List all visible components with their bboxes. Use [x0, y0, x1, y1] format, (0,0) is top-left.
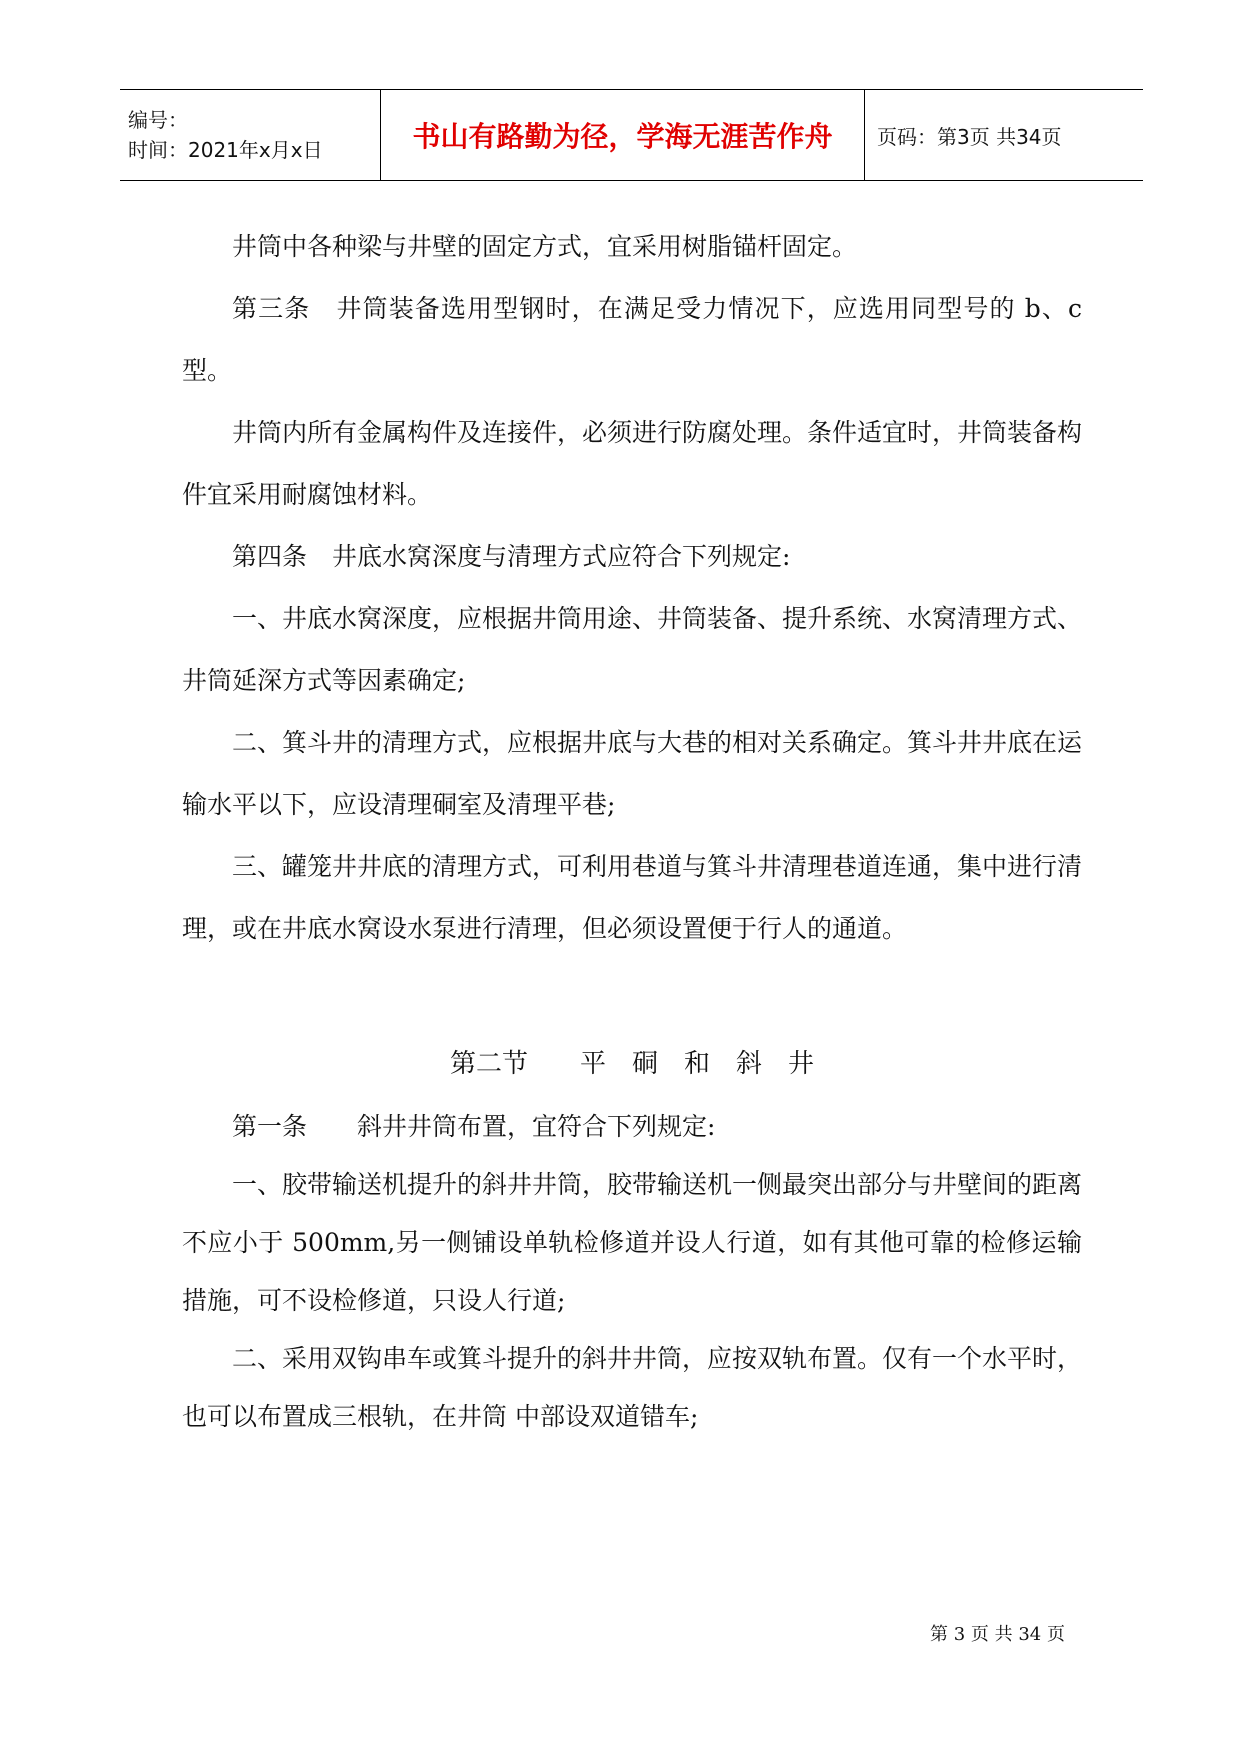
motto-text: 书山有路勤为径，学海无涯苦作舟: [412, 120, 833, 153]
page-footer: 第 3 页 共 34 页: [930, 1624, 1065, 1645]
page-label: 页码：第3页 共34页: [877, 124, 1062, 149]
header-left-cell: [120, 90, 380, 180]
number-label: 编号：: [128, 108, 188, 132]
paragraph: 第一条 斜井井筒布置，宜符合下列规定:: [232, 1112, 716, 1141]
paragraph: 第三条 井筒装备选用型钢时，在满足受力情况下，应选用同型号的 b、c 型。: [182, 294, 1082, 385]
paragraph: 二、箕斗井的清理方式，应根据井底与大巷的相对关系确定。箕斗井井底在运输水平以下，应设清理硐室及清理平巷;: [182, 728, 1083, 819]
paragraph: 一、井底水窝深度，应根据井筒用途、井筒装备、提升系统、水窝清理方式、井筒延深方式等因素确定;: [182, 604, 1083, 695]
page-header: [120, 89, 1143, 181]
document-body: [182, 216, 1082, 1446]
paragraph: 二、采用双钩串车或箕斗提升的斜井井筒，应按双轨布置。仅有一个水平时，也可以布置成三根轨，在井筒 中部设双道错车;: [182, 1344, 1083, 1431]
paragraph: 一、胶带输送机提升的斜井井筒，胶带输送机一侧最突出部分与井壁间的距离不应小于 500mm,另一侧铺设单轨检修道并设人行道，如有其他可靠的检修运输措施，可不设检修道，只设人行道;: [182, 1170, 1083, 1315]
header-page-cell: [865, 90, 1143, 180]
section-title: 第二节 平 硐 和 斜 井: [449, 1049, 814, 1079]
paragraph: 第四条 井底水窝深度与清理方式应符合下列规定:: [232, 542, 791, 571]
header-motto-cell: [380, 90, 865, 180]
paragraph: 井筒内所有金属构件及连接件，必须进行防腐处理。条件适宜时，井筒装备构件宜采用耐腐蚀材料。: [182, 418, 1083, 509]
paragraph: 三、罐笼井井底的清理方式，可利用巷道与箕斗井清理巷道连通，集中进行清理，或在井底水窝设水泵进行清理，但必须设置便于行人的通道。: [182, 852, 1083, 943]
paragraph: 井筒中各种梁与井壁的固定方式，宜采用树脂锚杆固定。: [232, 232, 858, 261]
date-label: 时间：2021年x月x日: [128, 138, 323, 162]
